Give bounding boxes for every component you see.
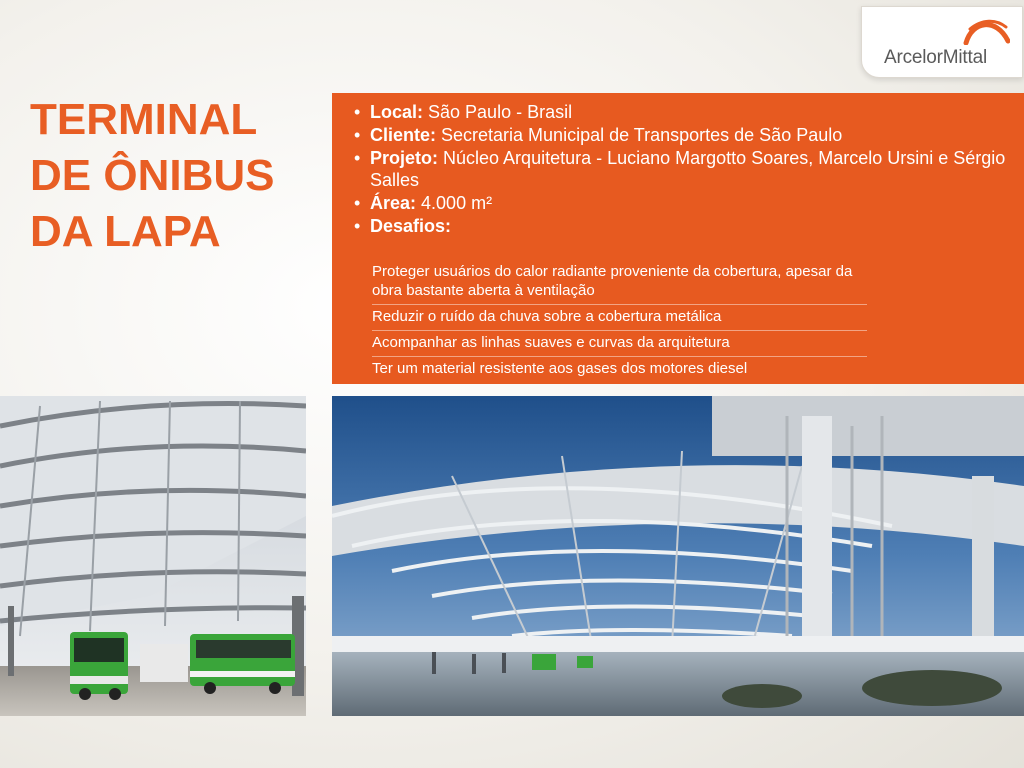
detail-area: • Área: 4.000 m² — [350, 192, 1010, 214]
title-line-3: DA LAPA — [30, 207, 221, 256]
photo-terminal-buses — [0, 396, 306, 716]
detail-projeto: • Projeto: Núcleo Arquitetura - Luciano Margotto Soares, Marcelo Ursini e Sérgio Salles — [350, 147, 1010, 191]
challenge-item: Reduzir o ruído da chuva sobre a cobertura metálica — [372, 305, 867, 331]
challenge-item: Acompanhar as linhas suaves e curvas da arquitetura — [372, 331, 867, 357]
photo-terminal-roof — [332, 396, 1024, 716]
brand-name: ArcelorMittal — [884, 47, 987, 68]
arcelormittal-arc-logo-icon — [962, 15, 1010, 45]
challenges-list — [372, 260, 867, 382]
challenge-item: Ter um material resistente aos gases dos motores diesel — [372, 360, 748, 377]
arcelormittal-logo — [861, 6, 1023, 78]
title-line-1: TERMINAL — [30, 95, 258, 144]
detail-desafios: • Desafios: — [350, 215, 1010, 237]
project-details-panel — [332, 93, 1024, 384]
detail-cliente: • Cliente: Secretaria Municipal de Transportes de São Paulo — [350, 124, 1010, 146]
challenge-item: Proteger usuários do calor radiante proveniente da cobertura, apesar da obra bastante aberta à ventilação — [372, 260, 867, 305]
project-details-list — [350, 101, 1010, 238]
title-line-2: DE ÔNIBUS — [30, 151, 275, 200]
page-title — [30, 92, 330, 260]
detail-local: • Local: São Paulo - Brasil — [350, 101, 1010, 123]
